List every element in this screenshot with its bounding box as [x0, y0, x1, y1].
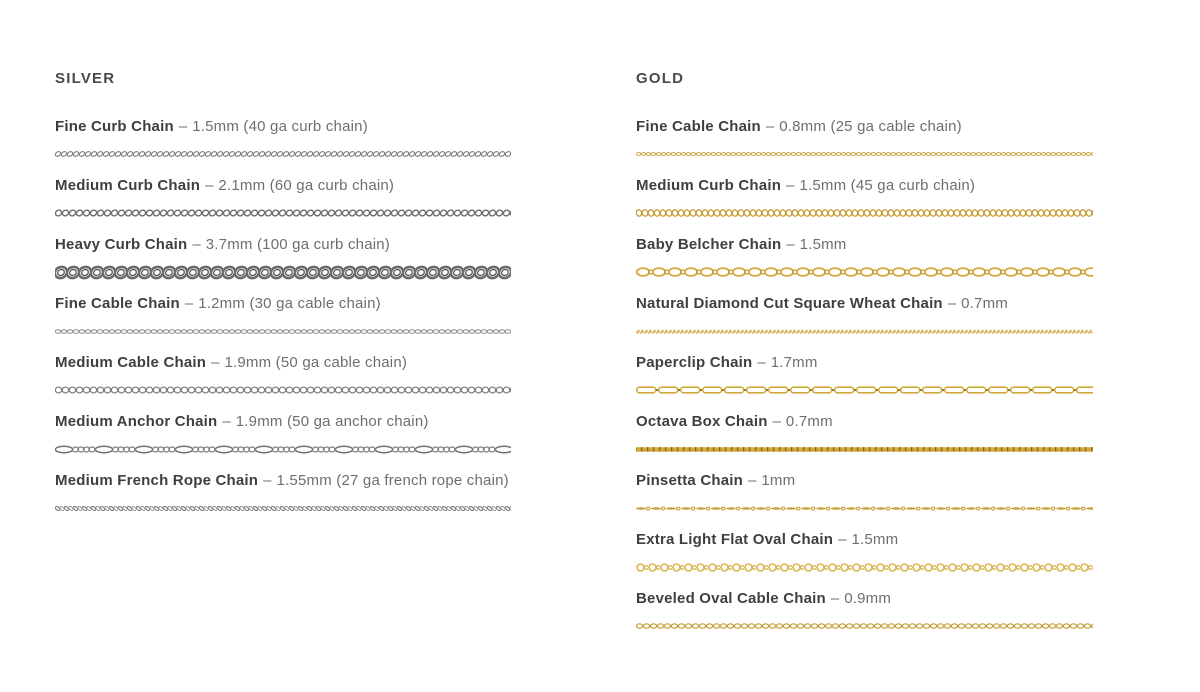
chain-spec: 1.9mm (50 ga anchor chain): [235, 413, 429, 430]
chain-image-wrap: [55, 498, 511, 518]
chain-spec: 1.9mm (50 ga cable chain): [224, 354, 408, 371]
dash-separator: –: [757, 354, 766, 371]
chain-item-label: [55, 412, 511, 431]
chain-item: [55, 353, 511, 412]
box-gold-chain-image: [636, 446, 1093, 452]
chain-name: Medium Curb Chain: [636, 177, 782, 194]
chain-item: [636, 412, 1093, 471]
chain-item: [55, 235, 511, 294]
chain-item-label: [55, 294, 511, 313]
chain-item-label: [636, 235, 1093, 254]
chain-spec: 0.7mm: [785, 413, 833, 430]
gold-section: [636, 0, 1093, 648]
dash-separator: –: [192, 236, 201, 253]
chain-image-wrap: [55, 203, 511, 223]
chain-name: Extra Light Flat Oval Chain: [636, 531, 834, 548]
chain-name: Pinsetta Chain: [636, 472, 743, 489]
chain-name: Fine Curb Chain: [55, 118, 174, 135]
flatoval-gold-chain-image: [636, 563, 1093, 572]
chain-item: [55, 117, 511, 176]
chain-image-wrap: [636, 557, 1093, 577]
chain-item-label: [636, 294, 1093, 313]
chain-spec: 1.55mm (27 ga french rope chain): [276, 472, 509, 489]
chain-spec: 1.5mm: [851, 531, 899, 548]
chain-spec: 1.5mm (45 ga curb chain): [799, 177, 976, 194]
belcher-gold-chain-image: [636, 267, 1093, 277]
dash-separator: –: [178, 118, 188, 135]
chain-item-label: [636, 589, 1093, 608]
paperclip-gold-chain-image: [636, 386, 1093, 394]
chain-item-label: [636, 412, 1093, 431]
chain-image-wrap: [636, 144, 1093, 164]
chain-spec: 0.8mm (25 ga cable chain): [779, 118, 962, 135]
chain-item-label: [55, 176, 511, 195]
chain-item-label: [55, 117, 511, 136]
chain-spec: 2.1mm (60 ga curb chain): [218, 177, 395, 194]
chain-name: Fine Cable Chain: [55, 295, 180, 312]
chain-name: Baby Belcher Chain: [636, 236, 782, 253]
chain-name: Natural Diamond Cut Square Wheat Chain: [636, 295, 943, 312]
dash-separator: –: [184, 295, 194, 312]
chain-image-wrap: [55, 144, 511, 164]
curb-medium-silver-chain-image: [55, 209, 511, 217]
chain-item: [636, 530, 1093, 589]
chain-name: Medium Anchor Chain: [55, 413, 218, 430]
chain-item: [55, 176, 511, 235]
dash-separator: –: [838, 531, 847, 548]
dash-separator: –: [748, 472, 757, 489]
anchor-silver-chain-image: [55, 445, 511, 454]
chain-item-label: [636, 117, 1093, 136]
chain-item: [636, 235, 1093, 294]
dash-separator: –: [765, 118, 775, 135]
cable-fine-silver-chain-image: [55, 329, 511, 334]
dash-separator: –: [222, 413, 231, 430]
chain-name: Paperclip Chain: [636, 354, 753, 371]
silver-section-title: SILVER: [55, 70, 116, 87]
chain-image-wrap: [55, 262, 511, 282]
chain-item-label: [55, 471, 511, 490]
chain-spec: 1.7mm: [770, 354, 818, 371]
chain-item: [636, 294, 1093, 353]
gold-section-title: GOLD: [636, 70, 685, 87]
chain-spec: 1.2mm (30 ga cable chain): [198, 295, 381, 312]
chain-item: [636, 589, 1093, 648]
curb-fine-silver-chain-image: [55, 151, 511, 157]
chain-spec: 1mm: [761, 472, 796, 489]
silver-chain-list: [55, 117, 511, 530]
chain-image-wrap: [636, 262, 1093, 282]
chain-item-label: [55, 235, 511, 254]
dash-separator: –: [786, 236, 795, 253]
chain-item: [636, 176, 1093, 235]
dash-separator: –: [263, 472, 272, 489]
chain-item: [636, 471, 1093, 530]
gold-chain-list: [636, 117, 1093, 648]
chain-image-wrap: [636, 321, 1093, 341]
chain-image-wrap: [636, 498, 1093, 518]
cable-medium-silver-chain-image: [55, 386, 511, 394]
curb-heavy-silver-chain-image: [55, 265, 511, 280]
chain-name: Heavy Curb Chain: [55, 236, 188, 253]
chain-name: Fine Cable Chain: [636, 118, 761, 135]
dash-separator: –: [947, 295, 957, 312]
dash-separator: –: [772, 413, 781, 430]
chain-name: Beveled Oval Cable Chain: [636, 590, 826, 607]
chain-image-wrap: [636, 439, 1093, 459]
curb-medium-gold-chain-image: [636, 209, 1093, 217]
chain-spec: 1.5mm (40 ga curb chain): [192, 118, 368, 135]
chain-item: [55, 412, 511, 471]
chain-item-label: [636, 353, 1093, 372]
chain-item-label: [55, 353, 511, 372]
wheat-gold-chain-image: [636, 329, 1093, 334]
chain-spec: 1.5mm: [799, 236, 847, 253]
silver-section: [55, 0, 511, 530]
chain-spec: 0.9mm: [844, 590, 892, 607]
chain-name: Medium Curb Chain: [55, 177, 201, 194]
chain-image-wrap: [55, 380, 511, 400]
chain-spec: 3.7mm (100 ga curb chain): [205, 236, 391, 253]
chain-item: [55, 471, 511, 530]
chain-item: [55, 294, 511, 353]
pinsetta-gold-chain-image: [636, 506, 1093, 511]
chain-item: [636, 117, 1093, 176]
chain-image-wrap: [636, 616, 1093, 636]
bevel-gold-chain-image: [636, 623, 1093, 629]
rope-silver-chain-image: [55, 505, 511, 512]
cable-fine-gold-chain-image: [636, 152, 1093, 156]
chain-item-label: [636, 176, 1093, 195]
chain-image-wrap: [55, 321, 511, 341]
chain-item-label: [636, 530, 1093, 549]
chain-name: Medium French Rope Chain: [55, 472, 259, 489]
dash-separator: –: [211, 354, 220, 371]
dash-separator: –: [830, 590, 840, 607]
chain-name: Medium Cable Chain: [55, 354, 207, 371]
chain-spec: 0.7mm: [961, 295, 1008, 312]
chain-item: [636, 353, 1093, 412]
chain-item-label: [636, 471, 1093, 490]
chain-image-wrap: [636, 203, 1093, 223]
dash-separator: –: [205, 177, 214, 194]
dash-separator: –: [786, 177, 795, 194]
chain-image-wrap: [55, 439, 511, 459]
chain-name: Octava Box Chain: [636, 413, 768, 430]
chain-image-wrap: [636, 380, 1093, 400]
